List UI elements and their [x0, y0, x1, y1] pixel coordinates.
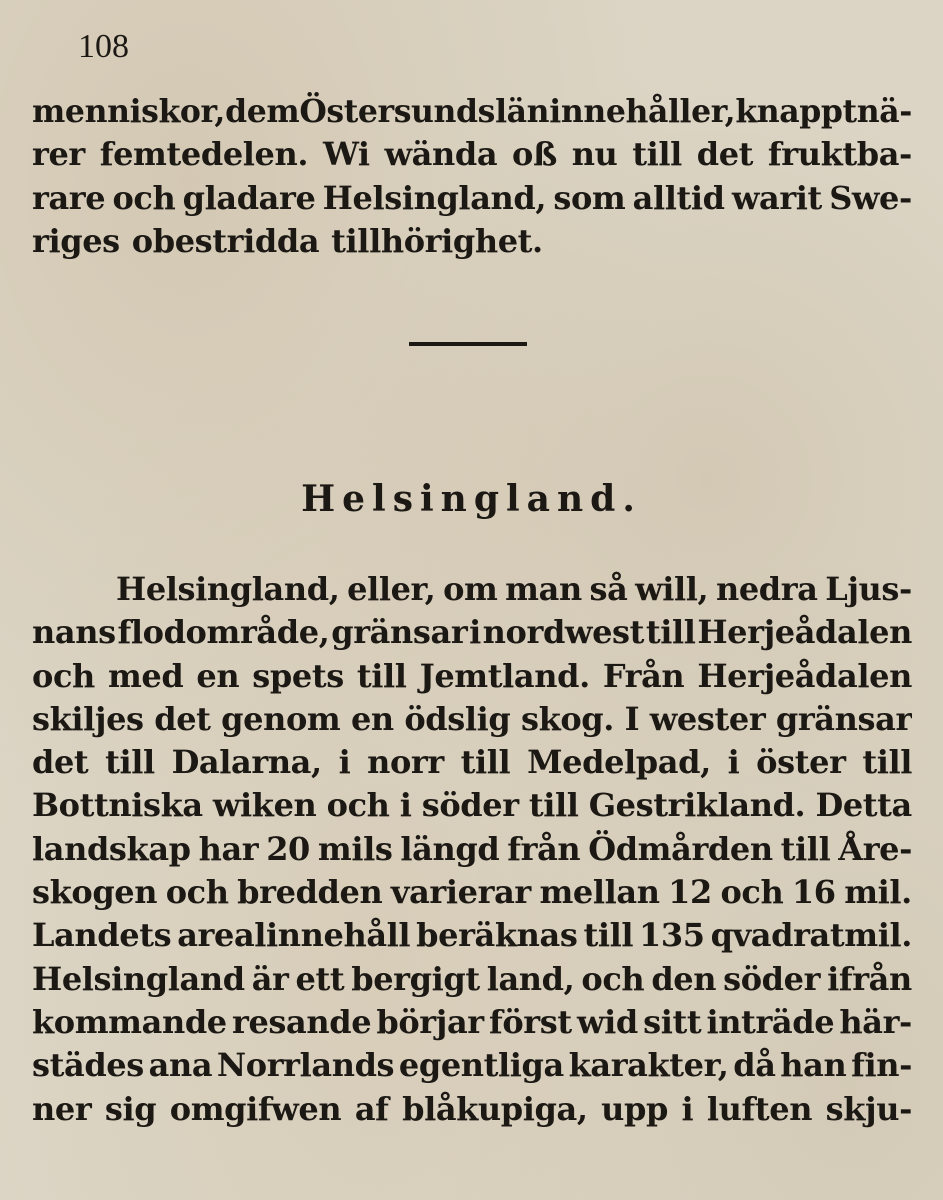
word: sig: [104, 1089, 157, 1128]
word: till: [862, 743, 912, 782]
word: gränsar: [331, 613, 468, 652]
word: med: [107, 656, 184, 695]
text-line: [32, 90, 912, 133]
word: fruktba-: [767, 135, 912, 174]
text-line: [32, 784, 912, 827]
word: Gestrikland.: [588, 786, 806, 825]
word: mils: [317, 829, 393, 868]
word: Ödmården: [588, 829, 773, 868]
word: nans: [32, 613, 116, 652]
word: till: [460, 743, 511, 782]
word: som: [553, 178, 626, 217]
word: Swe-: [829, 178, 912, 217]
word: en: [196, 656, 240, 695]
word: innehåller,: [549, 93, 736, 130]
word: beräknas: [416, 916, 578, 955]
word: skju-: [825, 1089, 912, 1128]
word: dem: [225, 93, 300, 130]
word: bergigt: [351, 959, 480, 998]
text-line: [32, 698, 912, 741]
word: 20: [266, 829, 310, 868]
word: knappt: [735, 93, 857, 130]
word: till: [356, 656, 407, 695]
word: 135: [639, 916, 705, 955]
word: till: [583, 916, 634, 955]
word: i: [338, 743, 351, 782]
word: egentliga: [398, 1046, 564, 1085]
section-divider: [409, 342, 527, 346]
text-line: [32, 828, 912, 871]
word: flodområde,: [117, 613, 330, 652]
word: sitt: [643, 1002, 702, 1041]
word: warit: [731, 178, 822, 217]
text-line: [32, 220, 912, 263]
word: det: [32, 743, 89, 782]
word: will,: [635, 570, 709, 608]
text-line: [32, 958, 912, 1001]
word: genom: [221, 699, 341, 738]
word: öster: [756, 743, 846, 782]
word: obestridda: [131, 221, 320, 260]
word: det: [696, 135, 754, 174]
word: det: [154, 699, 211, 738]
word: och: [326, 786, 390, 825]
word: längd: [400, 829, 500, 868]
text-line: [32, 177, 912, 220]
word: han: [780, 1046, 847, 1085]
text-line: [32, 871, 912, 914]
word: wester: [649, 699, 766, 738]
word: och: [32, 656, 95, 695]
word: till: [632, 135, 682, 174]
word: nordwest: [482, 613, 645, 652]
word: land,: [486, 959, 575, 998]
word: mil.: [844, 873, 912, 912]
page-number: 108: [78, 28, 129, 65]
paragraph-intro: [32, 90, 912, 263]
word: till: [528, 786, 579, 825]
word: då: [733, 1046, 776, 1085]
word: och: [581, 959, 645, 998]
word: till: [780, 829, 831, 868]
text-line: [32, 611, 912, 654]
word: och: [112, 178, 176, 217]
word: af: [354, 1089, 389, 1128]
word: Herjeådalen: [697, 613, 912, 652]
word: wända: [384, 135, 498, 174]
word: bredden: [237, 873, 383, 912]
word: nedra: [715, 570, 818, 608]
text-line: [32, 1088, 912, 1131]
word: varierar: [390, 873, 531, 912]
word: här-: [839, 1002, 912, 1041]
word: till: [645, 613, 696, 652]
word: skogen: [32, 873, 158, 912]
text-line: [32, 914, 912, 957]
text-line: [32, 133, 912, 176]
word: Wi: [322, 135, 370, 174]
text-line: [32, 655, 912, 698]
word: luften: [706, 1089, 813, 1128]
word: börjar: [376, 1002, 484, 1041]
word: gladare: [182, 178, 316, 217]
word: Bottniska: [32, 786, 203, 825]
word: skiljes: [32, 699, 144, 738]
word: Åre-: [838, 829, 912, 868]
word: om: [443, 570, 498, 608]
word: Helsingland,: [322, 178, 547, 217]
word: ana: [148, 1046, 213, 1085]
word: till: [105, 743, 155, 782]
paragraph-helsingland: [32, 568, 912, 1131]
word: wid: [576, 1002, 638, 1041]
word: spets: [252, 656, 344, 695]
word: ner: [32, 1089, 92, 1128]
word: Medelpad,: [527, 743, 711, 782]
text-line: [32, 1001, 912, 1044]
word: 16: [791, 873, 836, 912]
word: län: [495, 93, 550, 130]
word: den: [651, 959, 717, 998]
word: i: [727, 743, 740, 782]
word: rer: [32, 135, 85, 174]
word: mellan: [539, 873, 660, 912]
word: och: [720, 873, 784, 912]
word: norr: [367, 743, 444, 782]
word: i: [399, 786, 412, 825]
word: man: [505, 570, 582, 608]
word: fin-: [851, 1046, 912, 1085]
word: oß: [512, 135, 557, 174]
word: Landets: [32, 916, 172, 955]
text-line: [32, 568, 912, 611]
word: riges: [32, 221, 120, 260]
text-line: [32, 1044, 912, 1087]
word: Jemtland.: [419, 656, 590, 695]
word: Helsingland,: [116, 570, 340, 608]
word: Ljus-: [825, 570, 912, 608]
word: Dalarna,: [171, 743, 322, 782]
word: är: [251, 959, 289, 998]
section-heading: Helsingland.: [301, 478, 642, 520]
word: omgifwen: [169, 1089, 342, 1128]
word: från: [507, 829, 581, 868]
word: 12: [668, 873, 712, 912]
word: ifrån: [827, 959, 912, 998]
word: blåkupiga,: [402, 1089, 588, 1128]
word: alltid: [632, 178, 725, 217]
word: Från: [602, 656, 685, 695]
text-line: [32, 741, 912, 784]
word: nä-: [856, 93, 912, 130]
word: ödslig: [404, 699, 511, 738]
word: skog.: [520, 699, 615, 738]
word: städes: [32, 1046, 144, 1085]
word: ett: [295, 959, 345, 998]
word: karakter,: [568, 1046, 729, 1085]
word: wiken: [212, 786, 317, 825]
word: I: [624, 699, 640, 738]
word: qvadratmil.: [710, 916, 912, 955]
word: söder: [723, 959, 821, 998]
word: menniskor,: [32, 93, 225, 130]
word: först: [488, 1002, 572, 1041]
word: gränsar: [775, 699, 912, 738]
word: så: [589, 570, 628, 608]
word: nu: [571, 135, 618, 174]
word: kommande: [32, 1002, 227, 1041]
word: tillhörighet.: [331, 221, 543, 260]
word: rare: [32, 178, 106, 217]
word: Östersunds: [299, 93, 496, 130]
word: eller,: [347, 570, 436, 608]
word: resande: [232, 1002, 372, 1041]
word: i: [469, 613, 481, 652]
word: upp: [601, 1089, 668, 1128]
word: arealinnehåll: [177, 916, 411, 955]
word: inträde: [706, 1002, 835, 1041]
word: har: [198, 829, 259, 868]
word: i: [681, 1089, 694, 1128]
word: landskap: [32, 829, 191, 868]
word: Herjeådalen: [697, 656, 912, 695]
word: och: [165, 873, 229, 912]
word: femtedelen.: [99, 135, 309, 174]
word: söder: [421, 786, 519, 825]
word: Norrlands: [216, 1046, 395, 1085]
word: en: [350, 699, 394, 738]
word: Helsingland: [32, 959, 245, 998]
word: Detta: [815, 786, 912, 825]
